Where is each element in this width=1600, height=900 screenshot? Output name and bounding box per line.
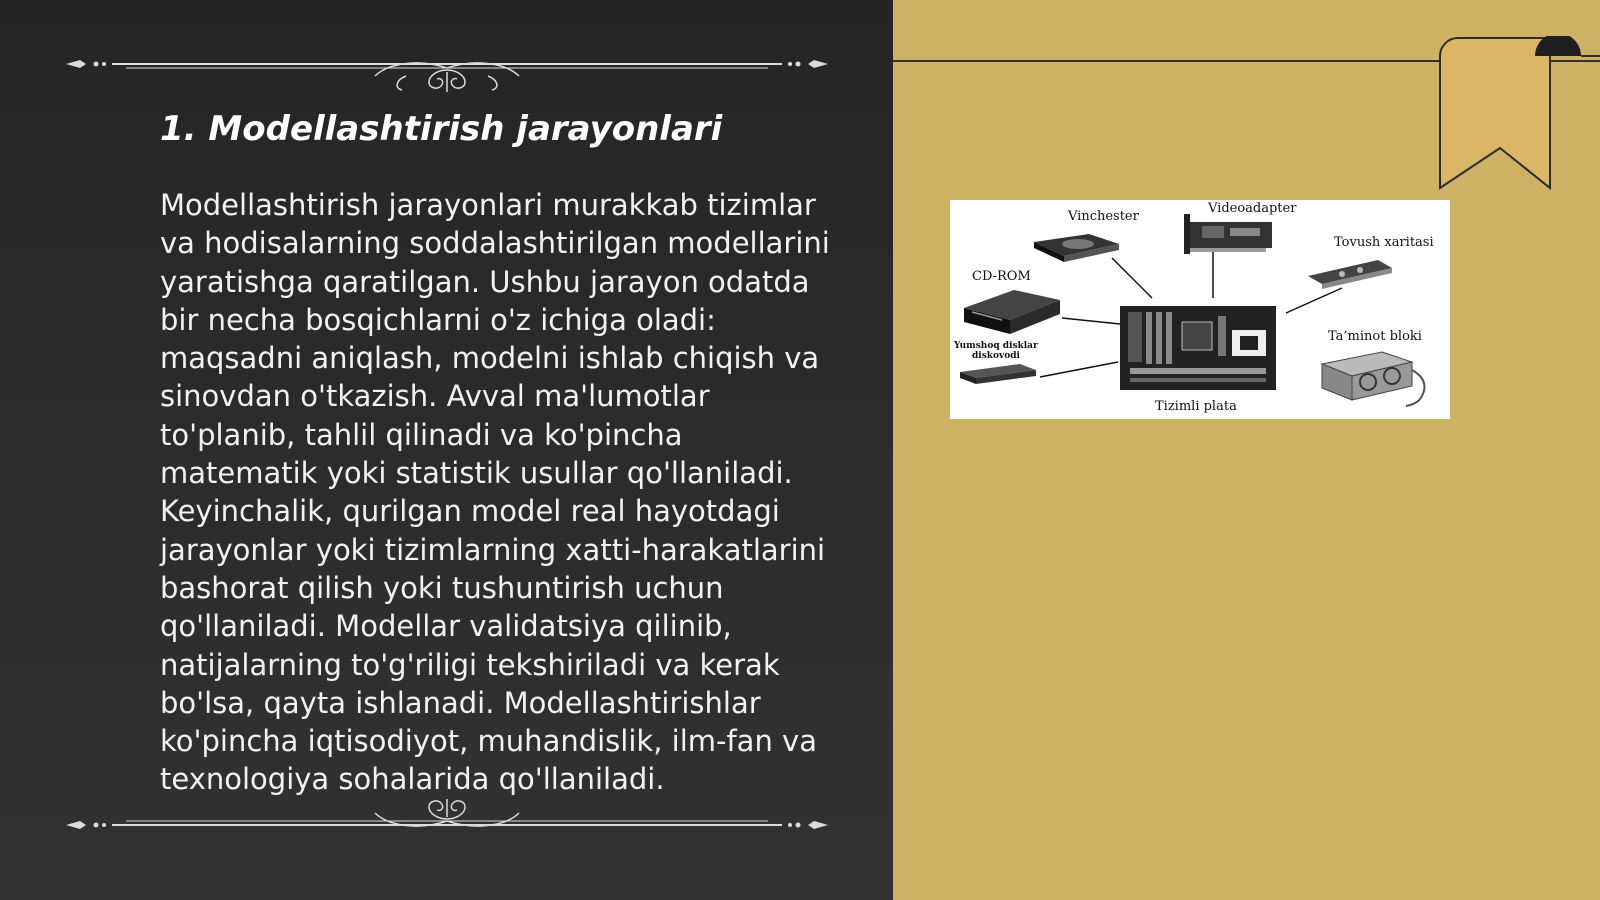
label-diskovodi: diskovodi	[972, 351, 1020, 361]
motherboard-icon	[1120, 306, 1276, 390]
body-paragraph: Modellashtirish jarayonlari murakkab tizimlar va hodisalarning soddalashtirilgan modellarini yaratishga qaratilgan. Ushbu jarayon odatda bir necha bosqichlarni o'z ichiga oladi: maqsadni aniqlash, modelni ishlab chiqish va sinovdan o'tkazish. Avval ma'lumotlar to'planib, tahlil qilinadi va ko'pincha matematik yoki statistik usullar qo'llaniladi. Keyinchalik, qurilgan model real hayotdagi jarayonlar yoki tizimlarning xatti-harakatlarini bashorat qilish yoki tushuntirish uchun qo'llaniladi. Modellar validatsiya qilinib, natijalarning to'g'riligi tekshiriladi va kerak bo'lsa, qayta ishlanadi. Modellashtirishlar ko'pincha iqtisodiyot, muhandislik, ilm-fan va texnologiya sohalarida qo'llaniladi.	[160, 188, 830, 797]
top-ornament-divider	[66, 42, 828, 92]
video-card-icon	[1184, 214, 1272, 254]
label-cd-rom: CD-ROM	[972, 269, 1031, 284]
label-vinchester: Vinchester	[1068, 209, 1139, 224]
bottom-ornament-divider	[66, 798, 828, 848]
power-supply-icon	[1322, 352, 1424, 406]
label-yumshoq-disklar: Yumshoq disklar	[954, 341, 1038, 351]
label-taminot-bloki: Ta’minot bloki	[1328, 329, 1422, 344]
label-tizimli-plata: Tizimli plata	[1155, 399, 1237, 414]
cd-rom-icon	[964, 290, 1060, 334]
label-videoadapter: Videoadapter	[1208, 201, 1297, 216]
computer-hardware-diagram	[950, 200, 1450, 419]
bookmark-ribbon-icon	[1430, 36, 1600, 198]
hard-disk-icon	[1034, 234, 1119, 262]
floppy-drive-icon	[960, 364, 1036, 384]
slide-title: 1. Modellashtirish jarayonlari	[160, 109, 723, 149]
sound-card-icon	[1308, 260, 1392, 289]
label-tovush-xaritasi: Tovush xaritasi	[1334, 235, 1434, 250]
